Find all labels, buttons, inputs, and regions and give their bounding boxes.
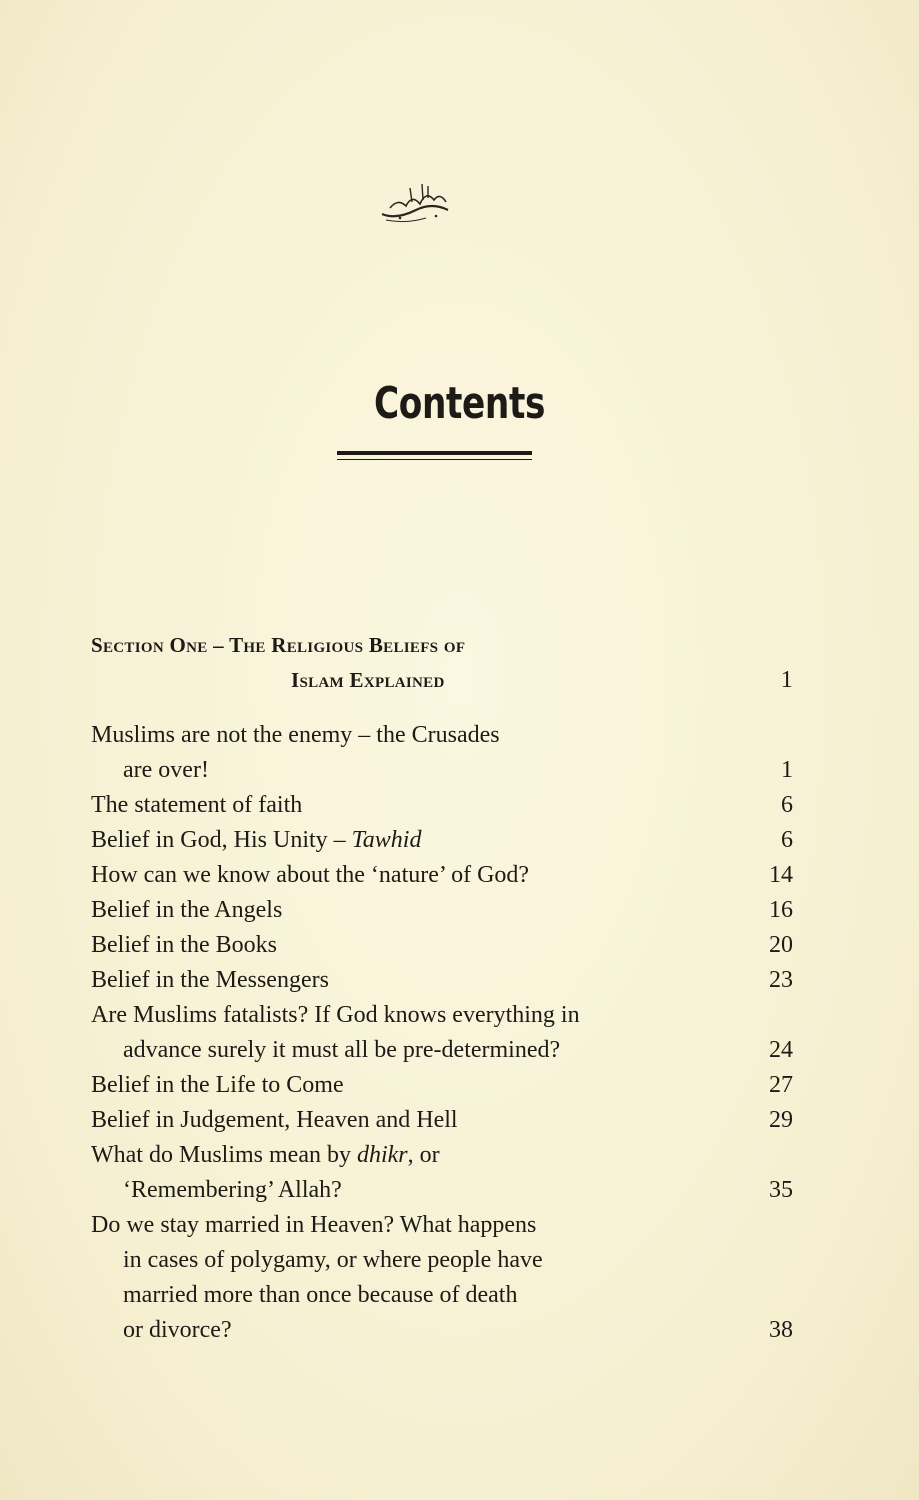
toc-entry-title: Belief in the Angels: [91, 897, 283, 923]
toc-entry: [91, 1208, 793, 1348]
toc-entry: [91, 788, 793, 823]
toc-entry: [91, 998, 793, 1068]
toc-entry: [91, 1068, 793, 1103]
toc-entry-title: Belief in Judgement, Heaven and Hell: [91, 1107, 458, 1133]
toc-entry-page: 35: [769, 1177, 793, 1203]
toc-entry-page: 1: [781, 757, 793, 783]
toc-entry-title: Muslims are not the enemy – the Crusades are over!: [91, 722, 500, 783]
toc-entry-page: 24: [769, 1037, 793, 1063]
table-of-contents: [91, 628, 793, 1348]
section-heading-line2: Islam Explained: [291, 668, 445, 692]
toc-entry-title: How can we know about the ‘nature’ of God?: [91, 862, 530, 888]
toc-entry-title: What do Muslims mean by dhikr, or ‘Remembering’ Allah?: [91, 1142, 440, 1203]
toc-entry-title: Are Muslims fatalists? If God knows everything in advance surely it must all be pre-determined?: [91, 1002, 580, 1063]
toc-entry-page: 14: [769, 862, 793, 888]
toc-entry-page: 6: [781, 827, 793, 853]
toc-entry: [91, 858, 793, 893]
toc-entry-title: Belief in the Messengers: [91, 967, 329, 993]
toc-entry-title: Do we stay married in Heaven? What happens in cases of polygamy, or where people have married more than once because of death or divorce?: [91, 1212, 543, 1343]
arabic-calligraphy-ornament: [376, 180, 456, 224]
toc-entry-title: Belief in the Books: [91, 932, 277, 958]
section-page-number: 1: [780, 667, 793, 693]
section-heading-row: [91, 663, 793, 698]
toc-entry-page: 6: [781, 792, 793, 818]
toc-entry-page: 20: [769, 932, 793, 958]
toc-entry-page: 38: [769, 1317, 793, 1343]
section-heading-line1: Section One – The Religious Beliefs of: [91, 633, 466, 657]
toc-entry: [91, 1103, 793, 1138]
title-rule-thick: [337, 451, 532, 455]
section-heading: [91, 628, 793, 698]
toc-entry-page: 27: [769, 1072, 793, 1098]
toc-entry: [91, 823, 793, 858]
title-rule-thin: [337, 459, 532, 460]
toc-entry: [91, 928, 793, 963]
toc-entry-title: Belief in God, His Unity – Tawhid: [91, 827, 422, 853]
page-title: Contents: [373, 378, 546, 429]
toc-entry-title: Belief in the Life to Come: [91, 1072, 344, 1098]
toc-entry-page: 23: [769, 967, 793, 993]
toc-entry-page: 16: [769, 897, 793, 923]
toc-entry: [91, 893, 793, 928]
toc-entry: [91, 963, 793, 998]
toc-entry: [91, 718, 793, 788]
toc-entry-page: 29: [769, 1107, 793, 1133]
toc-entry-title: The statement of faith: [91, 792, 303, 818]
toc-entry: [91, 1138, 793, 1208]
